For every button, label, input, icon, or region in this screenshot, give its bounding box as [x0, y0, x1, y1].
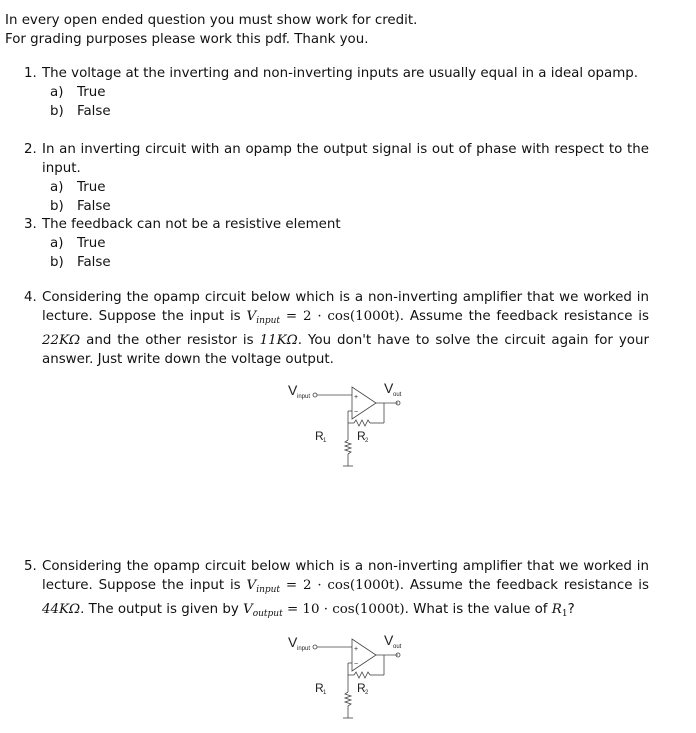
option-text: False: [77, 255, 111, 270]
opamp-circuit-diagram-2: [280, 630, 430, 722]
option-label: b): [50, 199, 64, 214]
option-a[interactable]: [50, 83, 649, 102]
question-text: Considering the opamp circuit below which is a non-inverting amplifier that we worked in lecture. Suppose the input is $V_{input} = 2 \cdot \cos(1000t)$. Assume the feedback resistance is 44KΩ. The output is given by $V_{output} = 10 \cdot \cos(1000t)$. What is the value of $R_1$?: [42, 559, 650, 619]
question-number: 4.: [24, 290, 37, 305]
r2-sub: 2: [365, 438, 369, 444]
option-b[interactable]: [50, 197, 649, 216]
option-text: True: [77, 85, 106, 100]
option-text: True: [77, 236, 106, 251]
question-2: [24, 140, 649, 216]
r1-sub: 1: [323, 690, 327, 696]
option-label: b): [50, 255, 64, 270]
v-input-label: V: [288, 634, 298, 650]
v-input-sub: input: [297, 646, 311, 652]
plus-sign: +: [354, 394, 359, 401]
option-label: a): [50, 236, 64, 251]
v-input-label: V: [288, 382, 298, 398]
question-4: [24, 288, 649, 369]
question-text: In an inverting circuit with an opamp the output signal is out of phase with respect to the input.: [42, 142, 649, 176]
question-text: The voltage at the inverting and non-inverting inputs are usually equal in a ideal opamp.: [42, 66, 639, 81]
r1-label: R: [315, 681, 324, 695]
question-1: [24, 64, 649, 121]
option-text: True: [77, 180, 106, 195]
r2-label: R: [357, 681, 366, 695]
minus-sign: −: [354, 409, 359, 416]
option-a[interactable]: [50, 178, 649, 197]
option-text: False: [77, 104, 111, 119]
r2-sub: 2: [365, 690, 369, 696]
option-a[interactable]: [50, 234, 649, 253]
question-number: 2.: [24, 142, 37, 157]
v-input-sub: input: [297, 394, 311, 400]
question-number: 1.: [24, 66, 37, 81]
r2-label: R: [357, 429, 366, 443]
minus-sign: −: [354, 661, 359, 668]
v-out-label: V: [384, 632, 394, 648]
option-label: a): [50, 180, 64, 195]
option-label: b): [50, 104, 64, 119]
question-number: 3.: [24, 217, 37, 232]
option-text: False: [77, 199, 111, 214]
option-label: a): [50, 85, 64, 100]
plus-sign: +: [354, 646, 359, 653]
v-out-sub: out: [393, 644, 402, 650]
r1-sub: 1: [323, 438, 327, 444]
option-b[interactable]: [50, 253, 649, 272]
question-5: [24, 557, 649, 624]
question-3: [24, 215, 649, 272]
v-out-sub: out: [393, 392, 402, 398]
r1-label: R: [315, 429, 324, 443]
question-text: The feedback can not be a resistive element: [42, 217, 341, 232]
intro: [5, 11, 417, 49]
question-number: 5.: [24, 559, 37, 574]
opamp-circuit-diagram-1: [280, 378, 430, 470]
question-text: Considering the opamp circuit below which is a non-inverting amplifier that we worked in lecture. Suppose the input is $V_{input} = 2 \cdot \cos(1000t)$. Assume the feedback resistance is 22KΩ and the other resistor is 11KΩ. You don't have to solve the circuit again for your answer. Just write down the voltage output.: [42, 290, 650, 367]
intro-line-2: For grading purposes please work this pdf. Thank you.: [5, 32, 369, 47]
option-b[interactable]: [50, 102, 649, 121]
intro-line-1: In every open ended question you must show work for credit.: [5, 13, 418, 28]
v-out-label: V: [384, 380, 394, 396]
